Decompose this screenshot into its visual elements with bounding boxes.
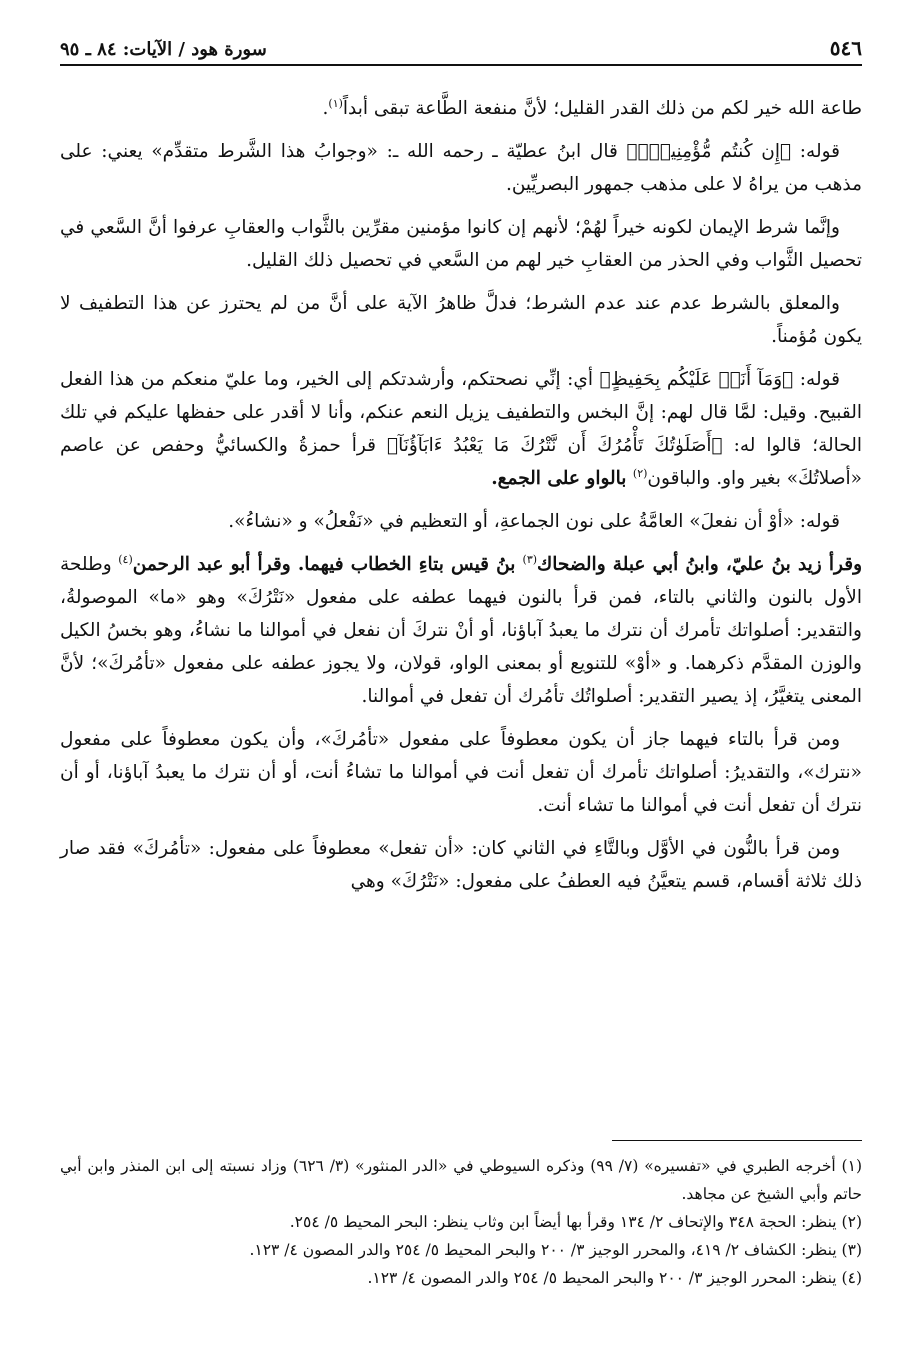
paragraph-tail: بالواو على الجمع. xyxy=(491,468,633,489)
paragraph xyxy=(60,505,862,538)
running-title: سورة هود / الآيات: ٨٤ ـ ٩٥ xyxy=(60,39,267,60)
paragraph-text: والمعلق بالشرط عدم عند عدم الشرط؛ فدلَّ ظاهرُ الآية على أنَّ من لم يحترز عن هذا التطفيف لا يكون مُؤمناً. xyxy=(60,293,862,347)
page-number: ٥٤٦ xyxy=(829,36,862,60)
paragraph xyxy=(60,135,862,201)
footnote-divider xyxy=(612,1140,862,1141)
paragraph-text: قوله: ﴿وَمَآ أَنَا۠ عَلَيْكُم بِحَفِيظٍ﴾ أي: إنِّي نصحتكم، وأرشدتكم إلى الخير، وما عليّ منعكم من هذا الفعل القبيح. وقيل: لمَّا قال لهم: إنَّ البخس والتطفيف يزيل النعم عنكم، وأنا لا أقدر على حفظها عليكم في تلك الحالة؛ قالوا له: ﴿أَصَلَوٰتُكَ تَأْمُرُكَ أَن نَّتْرُكَ مَا يَعْبُدُ ءَابَآؤُنَآ﴾ قرأ حمزةُ والكسائيُّ وحفص عن عاصم «أصلاتُكَ» بغير واو. والباقون xyxy=(60,369,862,489)
paragraph-end: . xyxy=(322,98,329,119)
footnotes xyxy=(60,1152,862,1292)
paragraph xyxy=(60,363,862,495)
paragraph xyxy=(60,832,862,898)
paragraph xyxy=(60,723,862,822)
reading-lead-2: بنُ قيس بتاءِ الخطاب فيهما. وقرأ أبو عبد الرحمن xyxy=(132,554,523,575)
page-header xyxy=(60,30,862,66)
reading-lead: وقرأ زيد بنُ عليّ، وابنُ أبي عبلة والضحاك xyxy=(537,554,863,575)
book-page xyxy=(60,30,862,1340)
footnote: (٤) ينظر: المحرر الوجيز ٣/ ٢٠٠ والبحر المحيط ٥/ ٢٥٤ والدر المصون ٤/ ١٢٣. xyxy=(367,1269,862,1287)
footnote: (٣) ينظر: الكشاف ٢/ ٤١٩، والمحرر الوجيز ٣/ ٢٠٠ والبحر المحيط ٥/ ٢٥٤ والدر المصون ٤/ ١٢٣. xyxy=(249,1241,862,1259)
footnote-ref: (١) xyxy=(328,96,343,110)
footnote: (٢) ينظر: الحجة ٣٤٨ والإتحاف ٢/ ١٣٤ وقرأ بها أيضاً ابن وثاب ينظر: البحر المحيط ٥/ ٢٥٤. xyxy=(289,1213,862,1231)
paragraph-text: وطلحة الأول بالنون والثاني بالتاء، فمن قرأ بالنون فيهما عطفه على مفعول «نَتْرُكَ» وهو «ما» الموصولةُ، والتقدير: أصلواتك تأمرك أن نترك ما يعبدُ آباؤنا، أو أنْ نتركَ أن نفعل في أموالنا ما نشاءُ، وهو بخسُ الكيل والوزن المقدَّم ذكرهما. و «أوْ» للتنويع أو بمعنى الواو، قولان، ولا يجوز عطفه على مفعول «تأمُركَ»؛ لأنَّ المعنى يتغيَّرُ، إذ يصير التقدير: أصلواتُك تأمُرك أن تفعل في أموالنا. xyxy=(60,554,862,707)
footnote-ref: (٢) xyxy=(632,466,648,480)
paragraph xyxy=(60,92,862,125)
paragraph xyxy=(60,548,862,713)
paragraph-text: ومن قرأ بالتاء فيهما جاز أن يكون معطوفاً على مفعول «تأمُركَ»، وأن يكون معطوفاً على مفعول «نترك»، والتقديرُ: أصلواتك تأمرك أن تفعل أنت في أموالنا ما تشاءُ أنت، أو أن نترك ما يعبدُ آباؤنا، أو أن نترك أن تفعل أنت في أموالنا ما تشاء أنت. xyxy=(60,729,862,816)
paragraph-text: قوله: «أوْ أن نفعلَ» العامَّةُ على نون الجماعةِ، أو التعظيم في «نَفْعلُ» و «نشاءُ». xyxy=(228,511,840,532)
footnote-ref: (٣) xyxy=(522,552,538,566)
main-text xyxy=(60,92,862,898)
footnote-ref: (٤) xyxy=(118,552,133,566)
paragraph xyxy=(60,211,862,277)
footnote: (١) أخرجه الطبري في «تفسيره» (٧/ ٩٩) وذكره السيوطي في «الدر المنثور» (٣/ ٦٢٦) وزاد نسبته إلى ابن المنذر وابن أبي حاتم وأبي الشيخ عن مجاهد. xyxy=(60,1157,862,1203)
paragraph-text: ومن قرأ بالنُّون في الأوَّل وبالتَّاءِ في الثاني كان: «أن تفعل» معطوفاً على مفعول: «تأمُركَ» فقد صار ذلك ثلاثة أقسام، قسم يتعيَّنُ فيه العطفُ على مفعول: «نَتْرُكَ» وهي xyxy=(60,838,862,892)
paragraph-text: وإنَّما شرط الإيمان لكونه خيراً لهُمْ؛ لأنهم إن كانوا مؤمنين مقرِّين بالثَّواب والعقابِ عرفوا أنَّ السَّعي في تحصيل الثَّواب وفي الحذر من العقابِ خير لهم من السَّعي في تحصيل ذلك القليل. xyxy=(60,217,862,271)
paragraph xyxy=(60,287,862,353)
paragraph-text: طاعة الله خير لكم من ذلك القدر القليل؛ لأنَّ منفعة الطَّاعة تبقى أبداً xyxy=(342,98,862,119)
paragraph-text: قوله: ﴿إِن كُنتُم مُّؤْمِنِينَۚ﴾ قال ابنُ عطيّة ـ رحمه الله ـ: «وجوابُ هذا الشَّرط متقدِّم» يعني: على مذهب من يراهُ لا على مذهب جمهور البصريِّين. xyxy=(60,141,862,195)
